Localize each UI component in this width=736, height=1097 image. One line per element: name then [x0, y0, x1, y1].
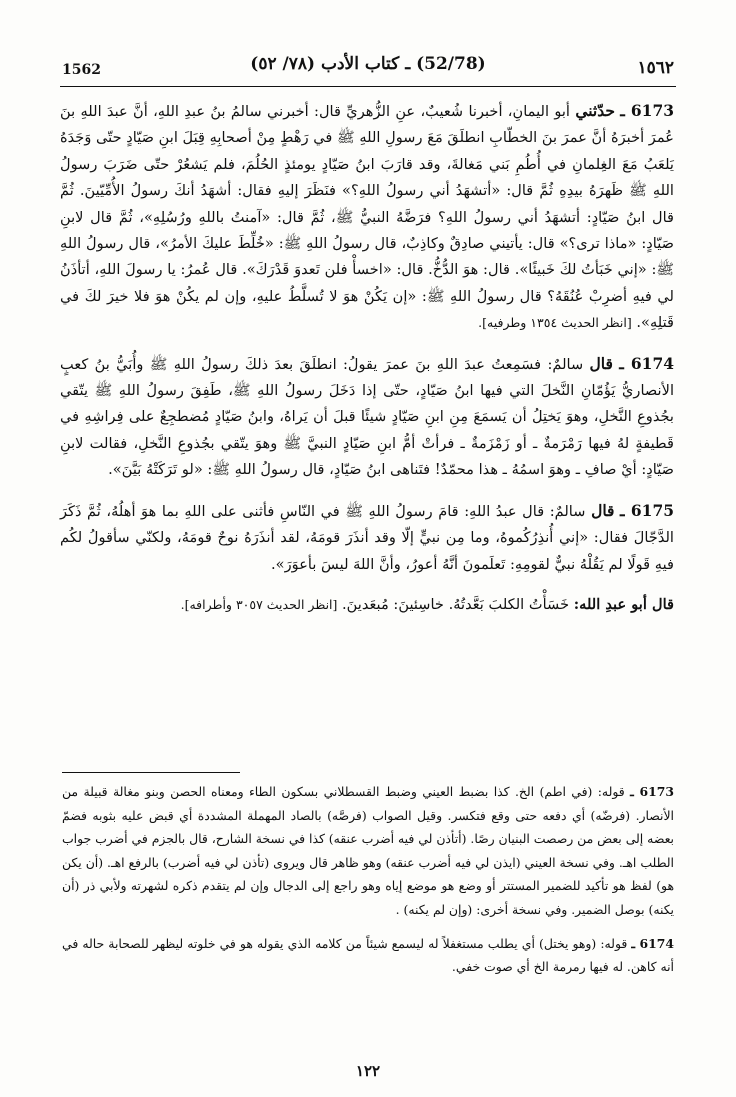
- main-text: [60, 98, 674, 618]
- abu-abdullah-note: [60, 592, 674, 618]
- hadith-number: 6173 ـ: [620, 101, 675, 120]
- footnotes: [62, 780, 674, 979]
- hadith-opening: قال: [591, 500, 615, 520]
- footnote-number: 6174 ـ: [631, 935, 674, 951]
- footnote-text: قوله: (في اطم) الخ. كذا بضبط العيني وضبط القسطلاني بسكون الطاء ومعناه الحصن وبنو مغالة قبيلة من الأنصار. (فرضّه) أي دفعه حتى وقع فتكسر. وقيل الصواب (فرصَّه) بالصاد المهملة المشددة أي قبض عليه بثوبه فضمّ بعضه إلى بعض من رصصت البنيان رصًا. (أتأذن لي فيه أضرب عنقه) كذا في نسخة الشارح، قال بالجزم في أضرب جواب الطلب اهـ. وفي نسخة العيني (ايذن لي فيه أضرب عنقه) وهو ظاهر قال ويروى (تأذن لي فيه أضرب) بالرفع اهـ. (أن يكن هو) لفظ هو تأكيد للضمير المستتر أو وضع هو موضع إياه وهو راجع إلى الدجال وإن لم يتقدم ذكره لشهرته ولأبي ذر (أن يكنه) بوصل الضمير. وفي نسخة أخرى: (وإن لم يكنه) .: [62, 784, 674, 917]
- footnote-6174: [62, 932, 674, 979]
- page-number-arabic: ١٥٦٢: [637, 58, 674, 78]
- abu-abdullah-text: خَسَأْتُ الكلبَ بَعَّدتُهُ. خاسِئينَ: مُبعَدينَ.: [342, 595, 570, 613]
- hadith-text: أبو اليمانِ، أخبرنا شُعيبٌ، عنِ الزُّهريِّ قال: أخبرني سالمُ بنُ عبدِ اللهِ، أنَّ عبدَ اللهِ بنَ عُمرَ أخبرَهُ أنَّ عمرَ بنَ الخطّابِ انطلَقَ مَعَ رسولِ اللهِ ﷺ في رَهْطٍ مِنْ أصحابِهِ قِبَلَ ابنِ صَيّادٍ حتّى وَجَدَهُ يَلعَبُ مَعَ الغِلمانِ في أُطُمِ بَني مَغالةَ، وقد قارَبَ ابنُ صَيّادٍ يومئذٍ الحُلُمَ، فلم يَشعُرْ حتّى ضَرَبَ رسولُ اللهِ ﷺ ظَهرَهُ بيدِهِ ثُمَّ قال: «أتشهَدُ أني رسولُ اللهِ؟» فنَظَرَ إليهِ فقال: أشهَدُ أنكَ رسولُ الأُمِّيّينَ. ثُمَّ قال ابنُ صَيّادٍ: أتشهَدُ أني رسولُ اللهِ؟ فرَضَّهُ النبيُّ ﷺ، ثُمَّ قال: «آمنتُ باللهِ ورُسُلِهِ»، ثُمَّ قال لابنِ صَيّادٍ: «ماذا ترى؟» قال: يأتيني صادِقٌ وكاذِبٌ، قال رسولُ اللهِ ﷺ: «خُلِّطَ عليكَ الأمرُ»، قال رسولُ اللهِ ﷺ: «إني خَبَأتُ لكَ خَبيئًا». قال: هوَ الدُّخُّ. قال: «اخسأْ فلن تَعدوَ قَدْرَكَ». قال عُمرُ: يا رسولَ اللهِ، أتأذَنُ لي فيهِ أضرِبْ عُنُقَهُ؟ قال رسولُ اللهِ ﷺ: «إن يَكُنْ هوَ لا تُسلَّطُ عليهِ، وإن لم يكُنْ هوَ فلا خيرَ لكَ في قَتلِهِ».: [60, 103, 674, 332]
- running-title: (52/78) ـ كتاب الأدب (٧٨/ ٥٢): [250, 54, 486, 74]
- page-footer-number: ١٢٢: [355, 1062, 381, 1080]
- abu-abdullah-reference: [انظر الحديث ٣٠٥٧ وأطرافه].: [180, 596, 338, 612]
- hadith-number: 6175 ـ: [620, 500, 675, 520]
- hadith-6174: [60, 351, 674, 484]
- footnote-6173: [62, 780, 674, 922]
- hadith-reference: [انظر الحديث ١٣٥٤ وطرفيه].: [478, 315, 632, 331]
- footnote-number: 6173 ـ: [630, 784, 674, 799]
- hadith-6173: [60, 98, 674, 337]
- header-rule: [60, 86, 676, 87]
- footnote-text: قوله: (وهو يختل) أي يطلب مستغفلاً له ليسمع شيئاً من كلامه الذي يقوله هو في خلوته ليظهر للصحابة حاله في أنه كاهن. له فيها رمرمة الخ أي صوت خفي.: [62, 935, 674, 975]
- hadith-6175: [60, 498, 674, 578]
- hadith-number: 6174 ـ: [619, 353, 675, 373]
- abu-abdullah-label: قال أبو عبدِ الله:: [573, 595, 674, 613]
- hadith-opening: قال: [589, 353, 613, 373]
- page-number-latin: 1562: [62, 62, 101, 78]
- hadith-opening: حدّثني: [575, 101, 615, 120]
- hadith-text: سالمٌ: قال عبدُ اللهِ: قامَ رسولُ اللهِ ﷺ في النّاسِ فأثنى على اللهِ بما هوَ أهلُهُ، ثُمَّ ذَكَرَ الدَّجّالَ فقال: «إني أُنذِرُكُموهُ، وما مِن نبيٍّ إلّا وقد أنذَرَ قومَهُ، لقد أنذَرَهُ نوحٌ قومَهُ، ولكنّي سأقولُ لكُم فيهِ قَولًا لم يَقُلْهُ نبيٌّ لقومِهِ: تَعلَمونَ أنَّهُ أعورُ، وأنَّ اللهَ ليسَ بأعوَرَ».: [60, 502, 674, 573]
- footnote-rule: [62, 772, 240, 773]
- hadith-text: سالمٌ: فسَمِعتُ عبدَ اللهِ بنَ عمرَ يقولُ: انطلَقَ بعدَ ذلكَ رسولُ اللهِ ﷺ وأُبَيُّ بنُ كعبٍ الأنصاريُّ يَؤُمّانِ النَّخلَ التي فيها ابنُ صَيّادٍ، حتّى إذا دَخَلَ رسولُ اللهِ ﷺ، طَفِقَ رسولُ اللهِ ﷺ يتّقي بجُذوعِ النَّخلِ، وهوَ يَختِلُ أن يَسمَعَ مِنِ ابنِ صَيّادٍ شيئًا قبلَ أن يَراهُ، وابنُ صَيّادٍ مُضطجِعٌ على فِراشِهِ في قَطيفةٍ لهُ فيها رَمْرَمةٌ ـ أو زَمْزَمةٌ ـ فرأتْ أمُّ ابنِ صَيّادٍ النبيَّ ﷺ وهوَ يتّقي بجُذوعِ النَّخلِ، فقالت لابنِ صَيّادٍ: أيْ صافِ ـ وهوَ اسمُهُ ـ هذا محمّدٌ! فتَناهى ابنُ صَيّادٍ، قال رسولُ اللهِ ﷺ: «لو تَرَكَتْهُ بَيَّنَ».: [60, 355, 674, 479]
